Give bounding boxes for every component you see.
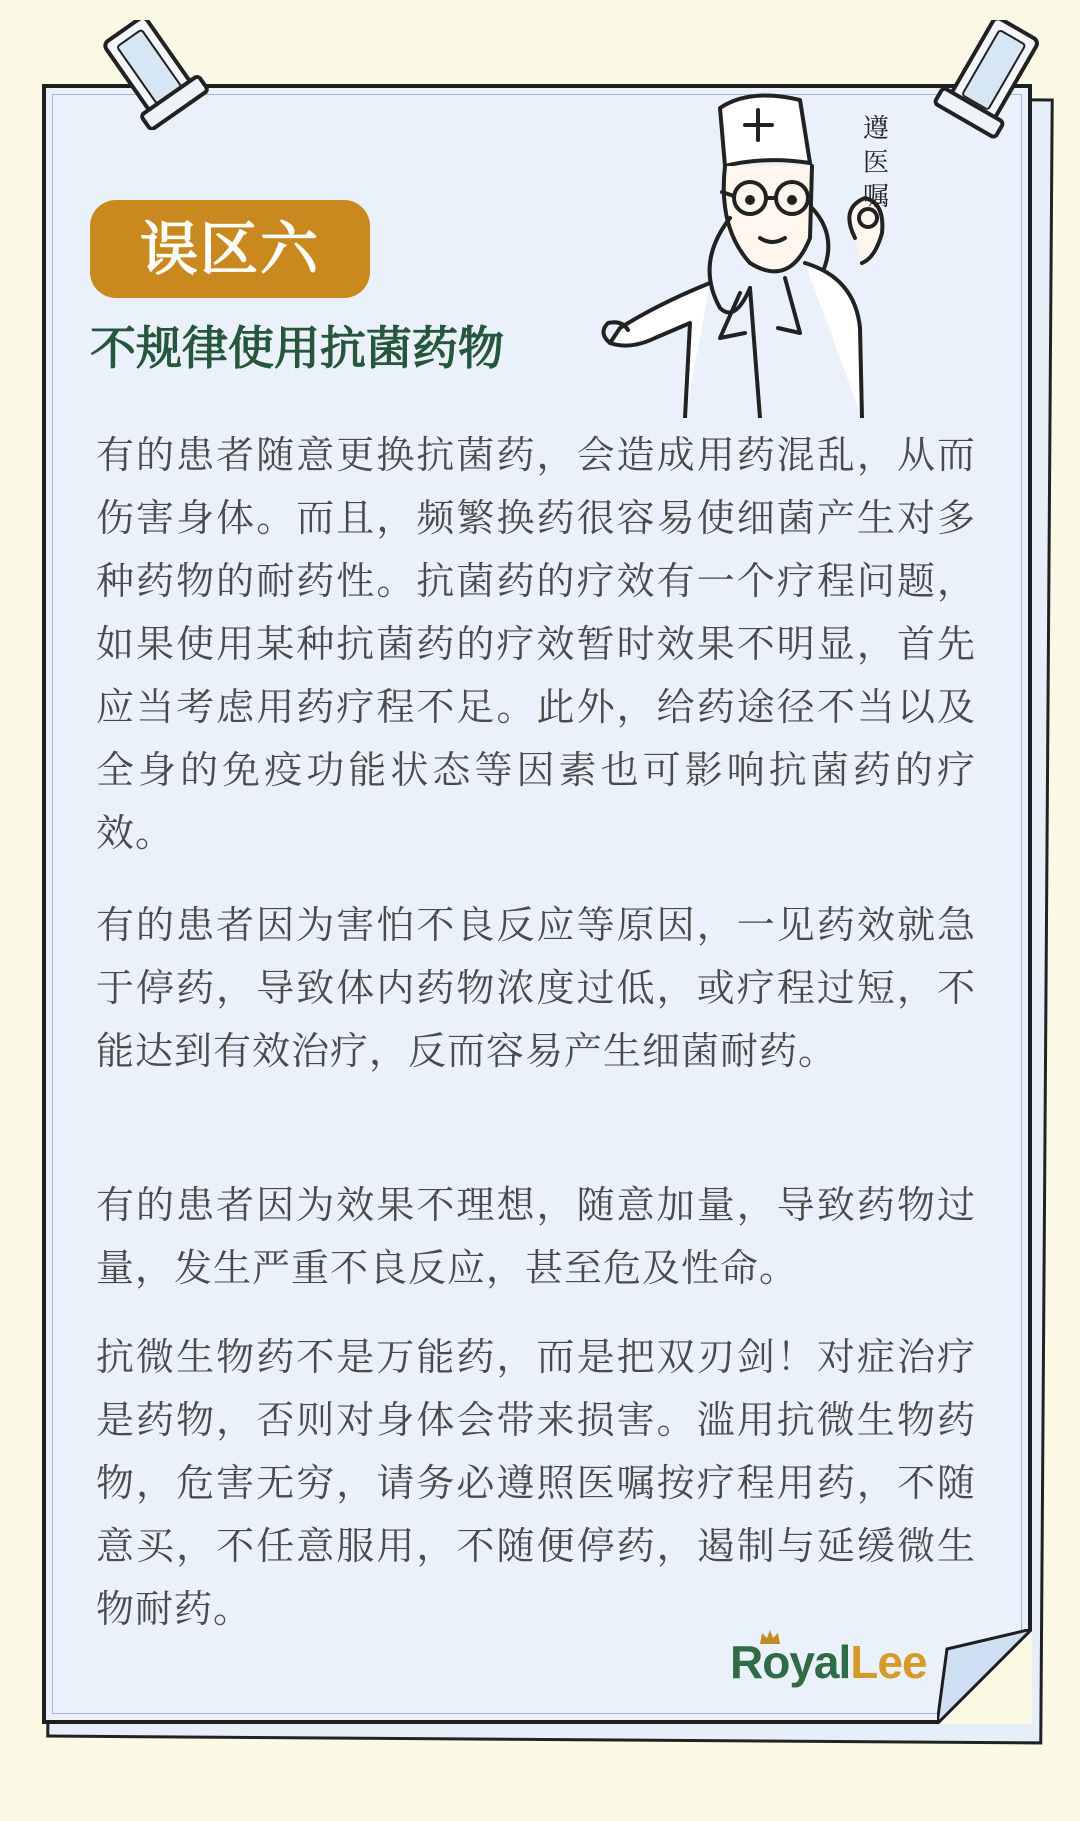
paragraph-4: 抗微生物药不是万能药，而是把双刃剑！对症治疗是药物，否则对身体会带来损害。滥用抗微生物药物，危害无穷，请务必遵照医嘱按疗程用药，不随意买，不任意服用，不随便停药，遏制与延缓微生物耐药。 xyxy=(96,1335,976,1631)
paragraph-3: 有的患者因为效果不理想，随意加量，导致药物过量，发生严重不良反应，甚至危及性命。 xyxy=(96,1183,976,1290)
logo-royal: Royal xyxy=(730,1636,851,1688)
section-subtitle: 不规律使用抗菌药物 xyxy=(90,321,504,375)
brand-logo xyxy=(730,1635,927,1699)
binder-clip-right-icon xyxy=(930,20,1040,150)
logo-lee: Lee xyxy=(850,1636,927,1688)
paragraph-1: 有的患者随意更换抗菌药，会造成用药混乱，从而伤害身体。而且，频繁换药很容易使细菌产生对多种药物的耐药性。抗菌药的疗效有一个疗程问题，如果使用某种抗菌药的疗效暂时效果不明显，首先应当考虑用药疗程不足。此外，给药途径不当以及全身的免疫功能状态等因素也可影响抗菌药的疗效。 xyxy=(96,433,976,855)
doctor-note: 遵 医 嘱 xyxy=(862,114,889,212)
paragraph-2: 有的患者因为害怕不良反应等原因，一见药效就急于停药，导致体内药物浓度过低，或疗程过短，不能达到有效治疗，反而容易产生细菌耐药。 xyxy=(96,903,976,1073)
binder-clip-left-icon xyxy=(100,20,210,130)
section-tag: 误区六 xyxy=(90,200,370,298)
corner-fold-icon xyxy=(937,1629,1032,1724)
